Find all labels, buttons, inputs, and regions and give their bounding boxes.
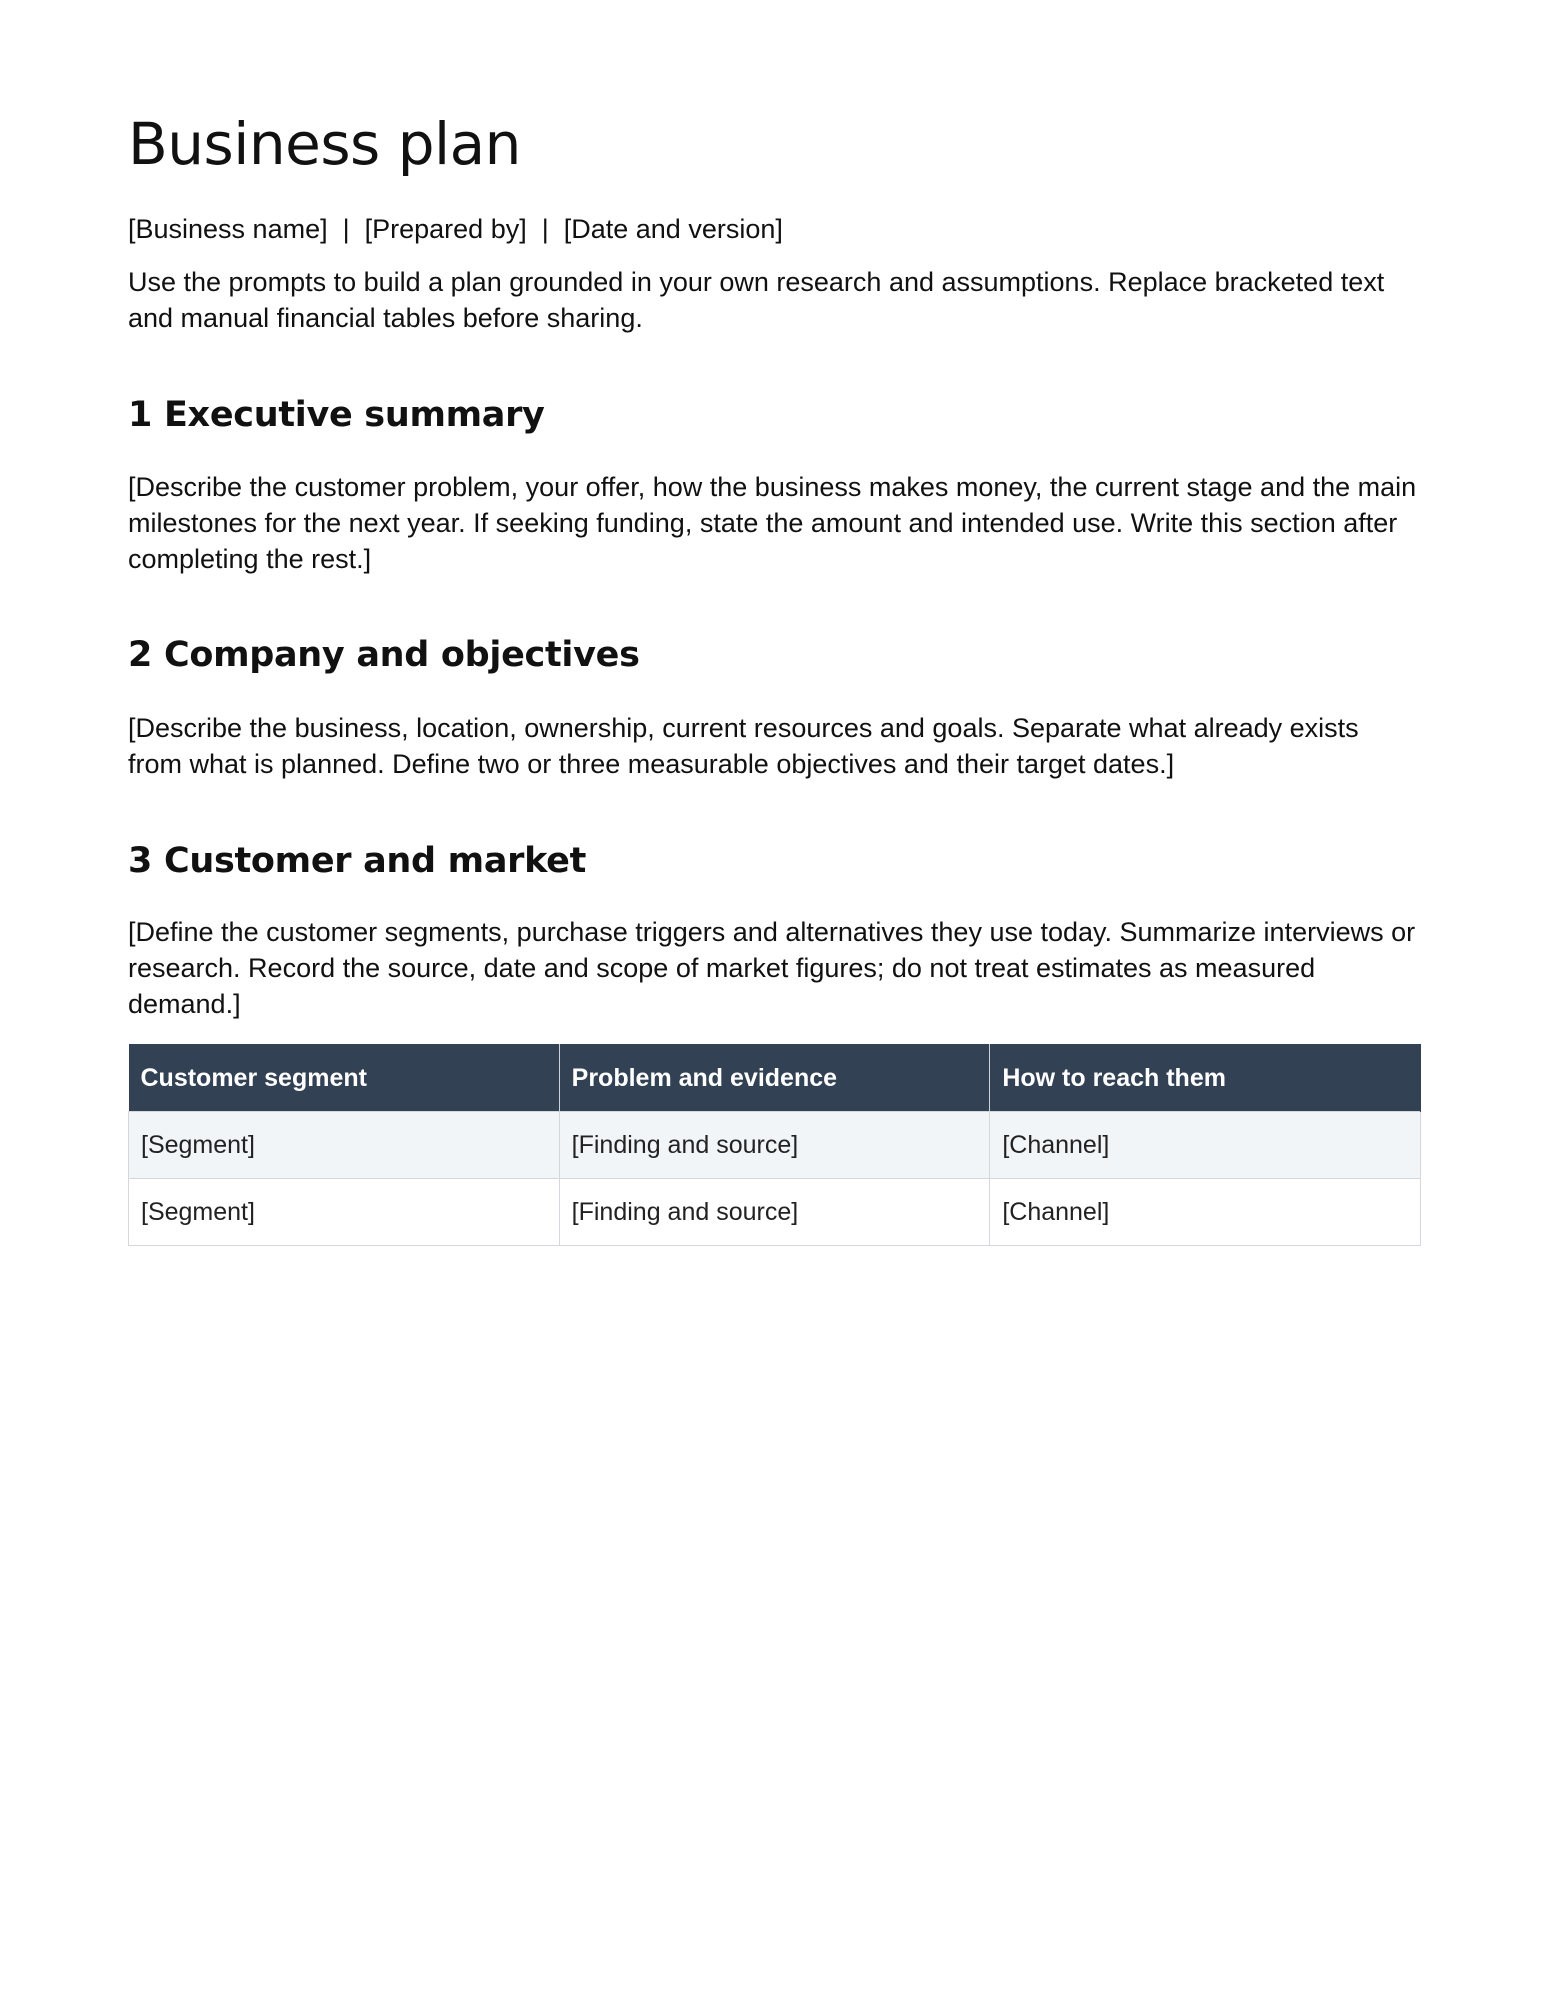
section-heading-customer-market: 3 Customer and market (128, 841, 587, 881)
section-heading-company-objectives: 2 Company and objectives (128, 635, 640, 675)
table-cell[interactable]: [Channel] (990, 1179, 1421, 1246)
table-cell[interactable]: [Finding and source] (559, 1179, 990, 1246)
table-header-cell: Problem and evidence (559, 1045, 990, 1112)
intro-paragraph: Use the prompts to build a plan grounded in your own research and assumptions. Replace bracketed text and manual financial tables before sharing. (128, 267, 1385, 333)
table-header-cell: Customer segment (129, 1045, 560, 1112)
document-meta-line: [Business name] | [Prepared by] | [Date and version] (128, 214, 783, 244)
section-body-executive-summary: [Describe the customer problem, your offer, how the business makes money, the current stage and the main milestones for the next year. If seeking funding, state the amount and intended use. Write this section after completing the rest.] (128, 472, 1417, 574)
table-row (129, 1179, 1421, 1246)
table-cell[interactable]: [Channel] (990, 1112, 1421, 1179)
table-cell[interactable]: [Segment] (129, 1112, 560, 1179)
section-body-company-objectives: [Describe the business, location, ownership, current resources and goals. Separate what already exists from what is planned. Define two or three measurable objectives and their target dates.] (128, 713, 1359, 779)
table-header-cell: How to reach them (990, 1045, 1421, 1112)
table-cell[interactable]: [Segment] (129, 1179, 560, 1246)
table-row (129, 1112, 1421, 1179)
table-header-row (129, 1045, 1421, 1112)
customer-segments-table (128, 1044, 1421, 1246)
section-body-customer-market: [Define the customer segments, purchase triggers and alternatives they use today. Summarize interviews or research. Record the source, date and scope of market figures; do not treat estimates as measured demand.] (128, 917, 1416, 1019)
section-heading-executive-summary: 1 Executive summary (128, 395, 545, 435)
document-title: Business plan (128, 110, 521, 178)
table-cell[interactable]: [Finding and source] (559, 1112, 990, 1179)
